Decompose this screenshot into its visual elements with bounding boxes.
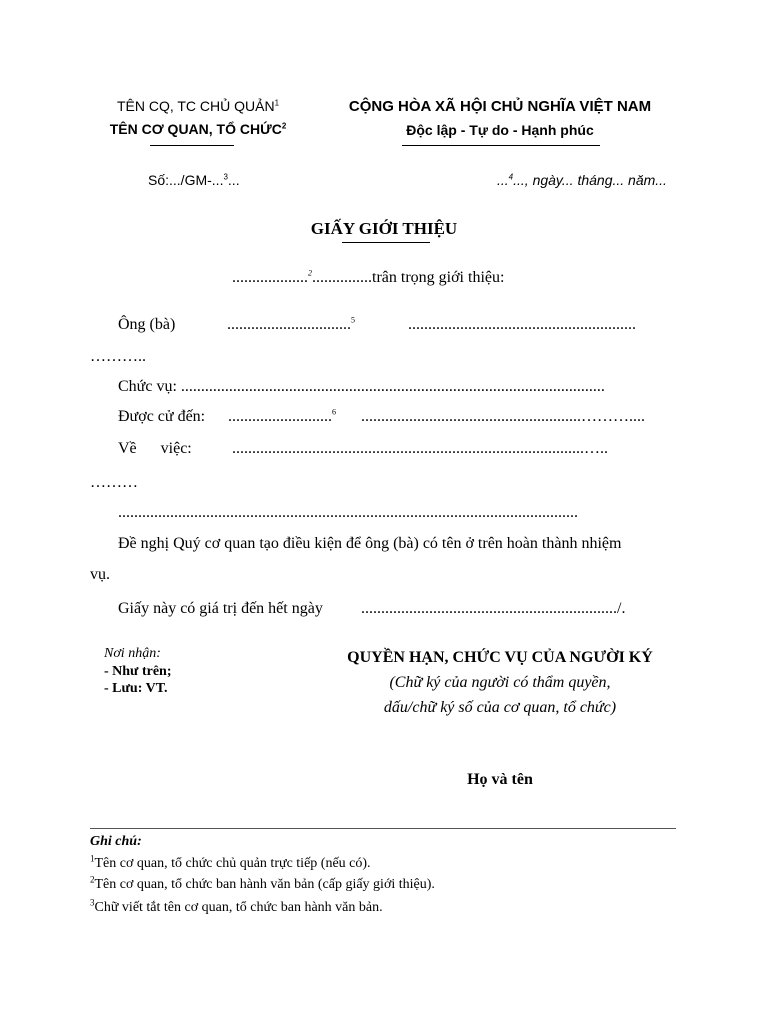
signer-name: Họ và tên (467, 771, 533, 788)
motto-underline (402, 145, 600, 146)
document-title: GIẤY GIỚI THIỆU (310, 219, 458, 238)
validity-field: ................................................................/. (361, 600, 626, 617)
agency-underline (150, 145, 234, 146)
footnote-item: $^3$Chữ viết tắt tên cơ quan, tổ chức ban hành văn bản. (90, 897, 383, 915)
position-line: Chức vụ: .......................................................................................................... (118, 378, 605, 395)
recipient-item: - Lưu: VT. (104, 681, 168, 696)
signer-note: dấu/chữ ký số của cơ quan, tổ chức) (383, 699, 617, 716)
sent-to-label: Được cử đến: (118, 408, 206, 425)
notes-label: Ghi chú: (90, 834, 142, 849)
document-date: ...$^4$..., ngày... tháng... năm... (497, 172, 667, 188)
extra-blank-line: ................................................................................................................... (118, 504, 578, 521)
national-motto: Độc lập - Tự do - Hạnh phúc (406, 122, 594, 138)
person-name-field-extra: ......................................................... (408, 316, 636, 333)
document-number: Số:.../GM-...$^3$... (148, 172, 240, 188)
intro-line: ...................$^2$...............trân trọng giới thiệu: (232, 268, 505, 286)
sent-to-field-extra: .......................................................……….... (361, 408, 645, 425)
recipient-item: - Như trên; (104, 664, 172, 679)
validity-label: Giấy này có giá trị đến hết ngày (118, 600, 323, 617)
person-name-field: ...............................$^5$ (227, 315, 355, 333)
footnote-item: $^2$Tên cơ quan, tổ chức ban hành văn bản (cấp giấy giới thiệu). (90, 874, 435, 892)
title-underline (342, 242, 430, 243)
person-name-continuation: ……….. (90, 348, 146, 365)
signer-note: (Chữ ký của người có thẩm quyền, (389, 674, 611, 691)
sent-to-field: ..........................$^6$ (228, 407, 336, 425)
purpose-continuation: ……… (90, 474, 138, 491)
national-title: CỘNG HÒA XÃ HỘI CHỦ NGHĨA VIỆT NAM (348, 98, 652, 115)
purpose-field: ........................................................................................….. (232, 440, 608, 457)
purpose-label: Về việc: (118, 440, 192, 457)
request-paragraph-cont: vụ. (90, 566, 110, 583)
parent-agency-name: TÊN CQ, TC CHỦ QUẢN$^1$ (116, 98, 280, 114)
signer-title: QUYỀN HẠN, CHỨC VỤ CỦA NGƯỜI KÝ (347, 649, 653, 666)
person-label: Ông (bà) (118, 316, 176, 333)
request-paragraph: Đề nghị Quý cơ quan tạo điều kiện để ông (bà) có tên ở trên hoàn thành nhiệm (118, 535, 622, 552)
agency-name: TÊN CƠ QUAN, TỔ CHỨC$^2$ (109, 121, 287, 137)
recipients-label: Nơi nhận: (104, 646, 161, 661)
footnote-separator (90, 828, 676, 829)
footnote-item: $^1$Tên cơ quan, tổ chức chủ quản trực tiếp (nếu có). (90, 853, 371, 871)
